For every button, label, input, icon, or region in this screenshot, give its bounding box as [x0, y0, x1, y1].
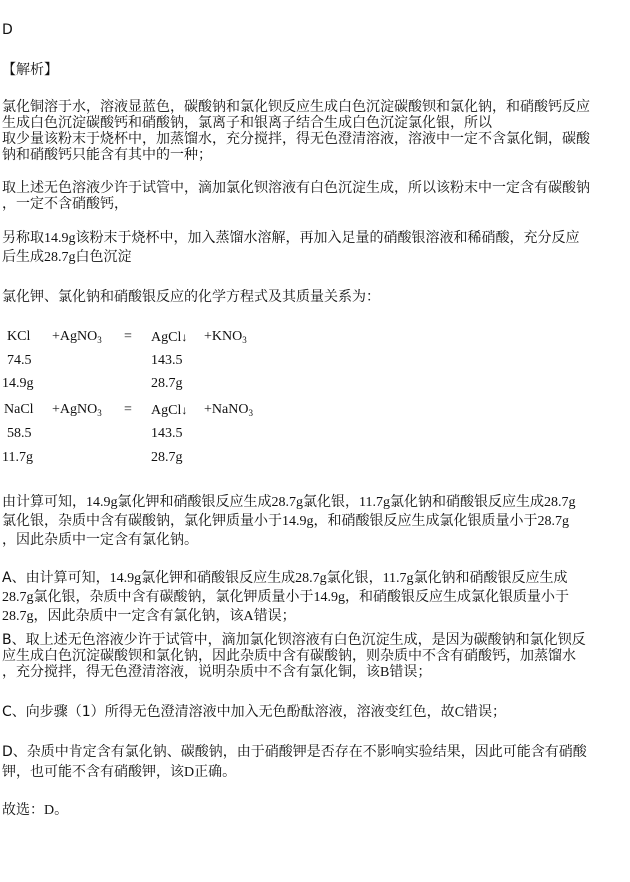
text-line: 取上述无色溶液少许于试管中，滴加氯化钡溶液有白色沉淀生成，所以该粉末中一定含有碳酸钠: [2, 180, 590, 196]
mass-value: 28.7g: [151, 376, 183, 391]
text-line: 由计算可知，14.9g氯化钾和硝酸银反应生成28.7g氯化银，11.7g氯化钠和硝酸银反应生成28.7g: [2, 494, 576, 510]
mass-value: 28.7g: [151, 450, 183, 465]
mass-value: 14.9g: [2, 376, 34, 391]
answer-letter: D: [2, 22, 13, 38]
formula-nano3: +NaNO$_3$: [204, 402, 253, 418]
text-line: 钾，也可能不含有硝酸钾，该D正确。: [2, 764, 237, 780]
text-line: D、杂质中肯定含有氯化钠、碳酸钠，由于硝酸钾是否存在不影响实验结果，因此可能含有硝酸: [2, 744, 587, 760]
mass-value: 11.7g: [2, 450, 33, 465]
formula-kno3: $+KNO_3$: [204, 329, 247, 345]
text-line: 取少量该粉末于烧杯中，加蒸馏水，充分搅拌，得无色澄清溶液，溶液中一定不含氯化铜，碳酸: [2, 131, 590, 147]
text-line: 28.7g氯化银，杂质中含有碳酸钠，氯化钾质量小于14.9g，和硝酸银反应生成氯化银质量小于: [2, 589, 569, 605]
formula-nacl: NaCl: [4, 402, 34, 417]
text-line: A、由计算可知，14.9g氯化钾和硝酸银反应生成28.7g氯化银，11.7g氯化钠和硝酸银反应生成: [2, 570, 568, 586]
text-line: 生成白色沉淀碳酸钙和硝酸钠，氯离子和银离子结合生成白色沉淀氯化银，所以: [2, 115, 492, 131]
text-line: 另称取14.9g该粉末于烧杯中，加入蒸馏水溶解，再加入足量的硝酸银溶液和稀硝酸，充分反应: [2, 230, 580, 246]
text-line: 钠和硝酸钙只能含有其中的一种；: [2, 147, 212, 163]
option-c-analysis: C、向步骤（1）所得无色澄清溶液中加入无色酚酞溶液，溶液变红色，故C错误；: [2, 704, 507, 720]
formula-agcl: AgCl↓: [151, 403, 188, 418]
text-line: 应生成白色沉淀碳酸钡和氯化钠，因此杂质中含有碳酸钠，则杂质中不含有硝酸钙，加蒸馏水: [2, 648, 576, 664]
equals-sign: =: [124, 402, 132, 417]
text-line: ，因此杂质中一定含有氯化钠。: [2, 532, 198, 548]
text-line: 氯化银，杂质中含有碳酸钠，氯化钾质量小于14.9g，和硝酸银反应生成氯化银质量小于28.7g: [2, 513, 569, 529]
formula-kcl: KCl: [7, 329, 31, 344]
text-line: 氯化钾、氯化钠和硝酸银反应的化学方程式及其质量关系为：: [2, 289, 380, 305]
molar-mass: 143.5: [151, 353, 183, 368]
text-line: ，一定不含硝酸钙，: [2, 196, 128, 212]
equals-sign: =: [124, 329, 132, 344]
text-line: 28.7g，因此杂质中一定含有氯化钠，该A错误；: [2, 608, 296, 624]
final-answer: 故选：D。: [2, 802, 69, 818]
formula-agcl: AgCl↓: [151, 330, 188, 345]
analysis-heading: 【解析】: [2, 62, 58, 78]
formula-agno3: +AgNO$_3$: [52, 329, 102, 345]
molar-mass: 58.5: [7, 426, 32, 441]
molar-mass: 143.5: [151, 426, 183, 441]
text-line: 氯化铜溶于水，溶液显蓝色，碳酸钠和氯化钡反应生成白色沉淀碳酸钡和氯化钠，和硝酸钙反应: [2, 99, 590, 115]
molar-mass: 74.5: [7, 353, 32, 368]
text-line: ，充分搅拌，得无色澄清溶液，说明杂质中不含有氯化铜，该B错误；: [2, 664, 432, 680]
text-line: 后生成28.7g白色沉淀: [2, 249, 132, 265]
text-line: B、取上述无色溶液少许于试管中，滴加氯化钡溶液有白色沉淀生成，是因为碳酸钠和氯化钡反: [2, 632, 586, 648]
formula-agno3: +AgNO$_3$: [52, 402, 102, 418]
